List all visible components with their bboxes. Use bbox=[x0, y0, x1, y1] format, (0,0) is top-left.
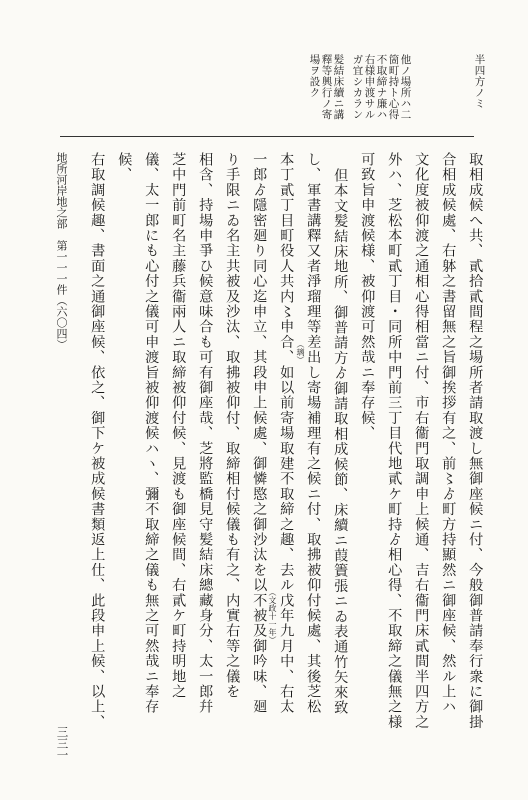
inline-date-note: （文政十一年） bbox=[268, 588, 277, 644]
header-note: 半四方ノミ bbox=[473, 54, 486, 109]
body-line: 合相成候處、右躰之書留無之旨御挨拶有之、前〻ゟ町方持顯然ニ御座候、然ル上ハ bbox=[440, 152, 457, 715]
body-line: 但本文髪結床地所、御普請方ゟ御請取相成候節、床續ニ葭簀張ニゐ表通竹矢來致 bbox=[332, 168, 349, 716]
body-line: 候、 bbox=[116, 152, 133, 183]
body-line: 外ハ、芝松本町貳丁目・同所中門前三丁目代地貳ケ町持ゟ相心得、不取締之儀無之様 bbox=[386, 152, 403, 730]
body-line: 儀、太一郎にも心付之儀可申渡旨被仰渡候ハヽ、彌不取締之儀も無之可然哉ニ奉存 bbox=[143, 152, 160, 715]
footer-section-title: 地所河岸地之部 第一一一件（六〇四） bbox=[55, 152, 68, 350]
header-note: 髪結床續ニ講 bbox=[332, 54, 345, 120]
body-line: 一郎ゟ隱密廻り同心迄申立、其段申上候處、御憐愍之御沙汰を以不被及御吟味、廻 bbox=[251, 152, 268, 715]
ruby-note: （璃） bbox=[296, 340, 305, 364]
header-note: 場ヲ設ク bbox=[308, 54, 321, 98]
body-line: し、軍書講釋又者淨瑠理等差出し寄場補理有之候ニ付、取拂被仰付候處、其後芝松 bbox=[305, 152, 322, 715]
header-note: 不取締ナ廉ハ bbox=[375, 54, 388, 120]
body-line: 相含、持場申爭ひ候意味合も可有御座哉、芝將監橋見守髪結床總藏身分、太一郎幷 bbox=[197, 152, 214, 715]
header-rule bbox=[60, 136, 474, 137]
header-note: 箇町持ト心得 bbox=[387, 54, 400, 120]
header-note: 右様申渡サル bbox=[363, 54, 376, 120]
body-line: 本丁貳丁目町役人共内〻申合、如以前寄場取建不取締之趣、去ル戊年九月中、右太 bbox=[278, 152, 295, 715]
body-line: 芝中門前町名主藤兵衞兩人ニ取締被仰付候、見渡も御座候間、右貳ケ町持明地之 bbox=[170, 152, 187, 700]
body-line: 可致旨申渡候様、被仰渡可然哉ニ奉存候、 bbox=[359, 152, 376, 441]
page-number: 三三一 bbox=[55, 726, 70, 761]
body-line: 右取調候趣、書面之通御座候、依之、御下ケ被成候書類返上仕、此段申上候、以上、 bbox=[89, 152, 106, 730]
body-line: 取相成候へ共、貳拾貳間程之場所者請取渡し無御座候ニ付、今般御普請奉行衆に御掛 bbox=[467, 152, 484, 730]
header-note: 他ノ場所ハ二 bbox=[399, 54, 412, 120]
body-line: 文化度被仰渡之通相心得相當ニ付、市右衞門取調申上候通、吉右衞門床貳間半四方之 bbox=[413, 152, 430, 730]
header-note: ガ宜シカラン bbox=[351, 54, 364, 120]
header-note: 釋等興行ノ寄 bbox=[320, 54, 333, 120]
body-line: り手限ニゐ名主共被及沙汰、取拂被仰付、取締相付候儀も有之、内實右等之儀を bbox=[224, 152, 241, 700]
